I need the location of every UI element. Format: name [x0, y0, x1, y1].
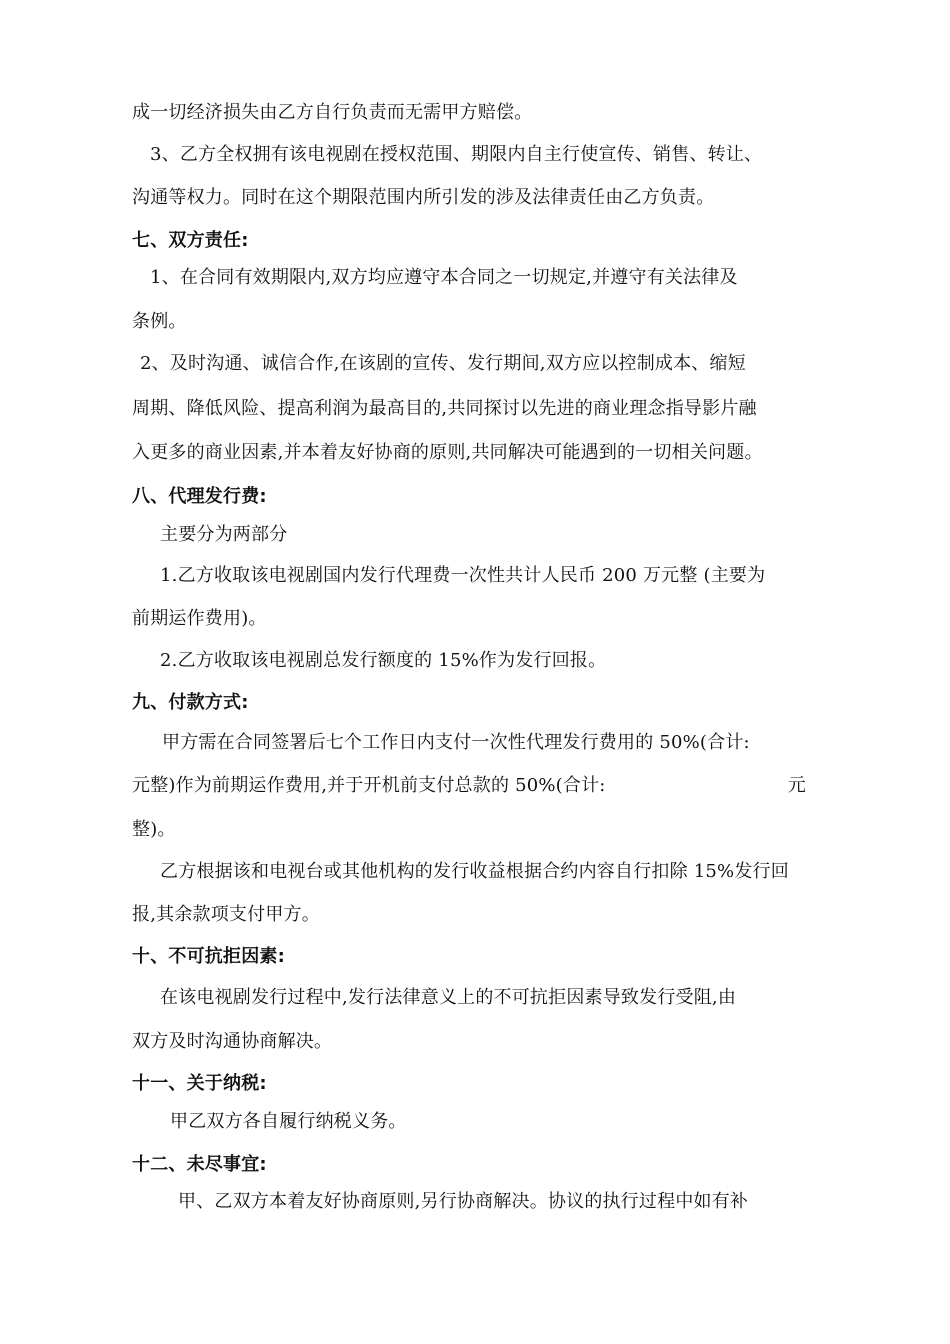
- text-line: 2.乙方收取该电视剧总发行额度的 15%作为发行回报。: [160, 650, 607, 671]
- text-line: 报,其余款项支付甲方。: [132, 904, 320, 925]
- text-line: 甲方需在合同签署后七个工作日内支付一次性代理发行费用的 50%(合计:: [162, 732, 750, 753]
- section-heading: 十一、关于纳税:: [132, 1073, 267, 1094]
- text-line: 沟通等权力。同时在这个期限范围内所引发的涉及法律责任由乙方负责。: [132, 187, 715, 208]
- section-heading: 十、不可抗拒因素:: [132, 946, 285, 967]
- section-heading: 十二、未尽事宜:: [132, 1154, 267, 1175]
- text-line: 入更多的商业因素,并本着友好协商的原则,共同解决可能遇到的一切相关问题。: [132, 442, 763, 463]
- text-line: 周期、降低风险、提高利润为最高目的,共同探讨以先进的商业理念指导影片融: [132, 398, 757, 419]
- section-heading: 七、双方责任:: [132, 230, 249, 251]
- text-line: 元: [787, 775, 806, 796]
- section-heading: 九、付款方式:: [132, 692, 249, 713]
- text-line: 甲、乙双方本着友好协商原则,另行协商解决。协议的执行过程中如有补: [178, 1191, 749, 1212]
- text-line: 元整)作为前期运作费用,并于开机前支付总款的 50%(合计:: [132, 775, 606, 796]
- text-line: 1、在合同有效期限内,双方均应遵守本合同之一切规定,并遵守有关法律及: [150, 267, 738, 288]
- text-line: 在该电视剧发行过程中,发行法律意义上的不可抗拒因素导致发行受阻,由: [160, 987, 737, 1008]
- text-line: 主要分为两部分: [160, 524, 288, 545]
- text-line: 整)。: [132, 819, 176, 840]
- text-line: 1.乙方收取该电视剧国内发行代理费一次性共计人民币 200 万元整 (主要为: [160, 565, 766, 586]
- text-line: 甲乙双方各自履行纳税义务。: [170, 1111, 407, 1132]
- text-line: 前期运作费用)。: [132, 608, 267, 629]
- section-heading: 八、代理发行费:: [132, 486, 267, 507]
- text-line: 乙方根据该和电视台或其他机构的发行收益根据合约内容自行扣除 15%发行回: [160, 861, 789, 882]
- text-line: 双方及时沟通协商解决。: [132, 1031, 333, 1052]
- text-line: 条例。: [132, 311, 187, 332]
- text-line: 3、乙方全权拥有该电视剧在授权范围、期限内自主行使宣传、销售、转让、: [150, 144, 763, 165]
- text-line: 成一切经济损失由乙方自行负责而无需甲方赔偿。: [132, 102, 533, 123]
- text-line: 2、及时沟通、诚信合作,在该剧的宣传、发行期间,双方应以控制成本、缩短: [140, 353, 746, 374]
